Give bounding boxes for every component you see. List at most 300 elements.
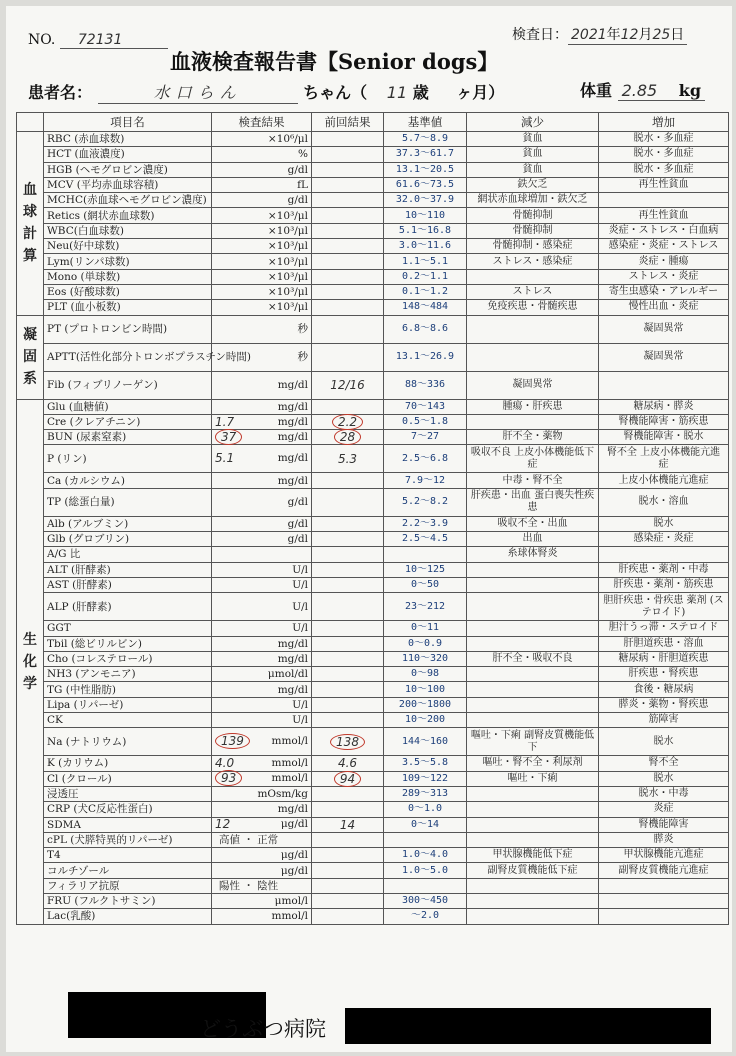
reference-range: 0.2〜1.1: [384, 269, 467, 284]
previous-result: [312, 909, 384, 924]
age-month-suffix: ヶ月）: [456, 83, 505, 102]
unit-label: μg/dl: [280, 864, 308, 877]
reference-range: 88〜336: [384, 371, 467, 399]
table-row: [17, 802, 729, 817]
table-row: [17, 132, 729, 147]
decrease-cause: [467, 621, 599, 636]
unit-label: μmol/dl: [267, 668, 308, 681]
report-number: [28, 32, 168, 49]
weight-unit: kg: [678, 81, 702, 100]
previous-result: [312, 162, 384, 177]
item-name: PLT (血小板数): [44, 300, 212, 315]
item-name: MCHC(赤血球ヘモグロビン濃度): [44, 193, 212, 208]
reference-range: 144〜160: [384, 728, 467, 756]
result-cell: [212, 488, 312, 516]
table-row: [17, 667, 729, 682]
reference-range: 0〜98: [384, 667, 467, 682]
decrease-cause: [467, 343, 599, 371]
table-row: [17, 315, 729, 343]
reference-range: 0〜0.9: [384, 636, 467, 651]
result-cell: [212, 284, 312, 299]
reference-range: 13.1〜26.9: [384, 343, 467, 371]
table-row: [17, 162, 729, 177]
unit-label: mmol/l: [271, 772, 308, 785]
increase-cause: 肝胆道疾患・溶血: [599, 636, 729, 651]
day-suffix: 日: [670, 27, 685, 43]
reference-range: 6.8〜8.6: [384, 315, 467, 343]
increase-cause: 腎不全 上皮小体機能亢進症: [599, 445, 729, 473]
previous-result: [312, 399, 384, 414]
unit-label: 秒: [297, 323, 308, 336]
weight-label: 体重: [580, 81, 613, 100]
increase-cause: 脱水・多血症: [599, 132, 729, 147]
table-row: [17, 651, 729, 666]
previous-value: 2.2: [332, 414, 363, 430]
increase-cause: 膵炎: [599, 832, 729, 847]
decrease-cause: [467, 697, 599, 712]
table-row: [17, 771, 729, 786]
increase-cause: 膵炎・薬物・腎疾患: [599, 697, 729, 712]
table-row: [17, 254, 729, 269]
col-header: 基準値: [384, 113, 467, 132]
table-row: [17, 893, 729, 908]
item-name: BUN (尿素窒素): [44, 430, 212, 445]
previous-value: 14: [339, 817, 356, 832]
item-name: Neu(好中球数): [44, 239, 212, 254]
result-cell: [212, 562, 312, 577]
previous-result: [312, 593, 384, 621]
table-row: [17, 177, 729, 192]
reference-range: 13.1〜20.5: [384, 162, 467, 177]
decrease-cause: 副腎皮質機能低下症: [467, 863, 599, 878]
result-cell: [212, 697, 312, 712]
item-name: WBC(白血球数): [44, 223, 212, 238]
table-row: [17, 414, 729, 429]
redaction-block: [345, 1008, 711, 1044]
previous-result: [312, 667, 384, 682]
exam-date-day: 25: [652, 27, 671, 43]
item-name: SDMA: [44, 817, 212, 832]
reference-range: [384, 547, 467, 562]
item-name: フィラリア抗原: [44, 878, 212, 893]
result-cell: [212, 445, 312, 473]
result-cell: [212, 208, 312, 223]
age-years: 11: [386, 83, 408, 102]
unit-label: g/dl: [287, 496, 308, 509]
result-cell: [212, 239, 312, 254]
reference-range: 0〜1.0: [384, 802, 467, 817]
increase-cause: 甲状腺機能亢進症: [599, 848, 729, 863]
increase-cause: 慢性出血・炎症: [599, 300, 729, 315]
increase-cause: 糖尿病・肝胆道疾患: [599, 651, 729, 666]
result-value: 12: [215, 817, 231, 832]
item-name: Lac(乳酸): [44, 909, 212, 924]
result-cell: [212, 909, 312, 924]
increase-cause: 寄生虫感染・アレルギー: [599, 284, 729, 299]
item-name: Cre (クレアチニン): [44, 414, 212, 429]
item-name: K (カリウム): [44, 756, 212, 771]
item-name: AST (肝酵素): [44, 577, 212, 592]
reference-range: 23〜212: [384, 593, 467, 621]
item-name: MCV (平均赤血球容積): [44, 177, 212, 192]
decrease-cause: ストレス・感染症: [467, 254, 599, 269]
result-cell: [212, 848, 312, 863]
decrease-cause: 免疫疾患・骨髄疾患: [467, 300, 599, 315]
reference-range: 2.5〜6.8: [384, 445, 467, 473]
previous-value: 4.6: [337, 756, 358, 771]
result-value: 4.0: [215, 755, 235, 770]
reference-range: 0.5〜1.8: [384, 414, 467, 429]
previous-result: [312, 893, 384, 908]
previous-result: [312, 208, 384, 223]
category-header: [17, 113, 44, 132]
unit-label: mg/dl: [277, 430, 308, 443]
reference-range: 2.2〜3.9: [384, 516, 467, 531]
decrease-cause: 凝固異常: [467, 371, 599, 399]
previous-result: [312, 147, 384, 162]
decrease-cause: 骨髄抑制: [467, 208, 599, 223]
item-name: APTT(活性化部分トロンボプラスチン時間): [44, 343, 212, 371]
item-name: HGB (ヘモグロビン濃度): [44, 162, 212, 177]
increase-cause: 凝固異常: [599, 315, 729, 343]
exam-date-month: 12: [620, 27, 639, 43]
previous-result: [312, 697, 384, 712]
previous-result: [312, 132, 384, 147]
item-name: Cho (コレステロール): [44, 651, 212, 666]
decrease-cause: 糸球体腎炎: [467, 547, 599, 562]
result-cell: [212, 371, 312, 399]
unit-label: mg/dl: [277, 683, 308, 696]
decrease-cause: [467, 909, 599, 924]
exam-date: [512, 24, 687, 45]
previous-result: [312, 547, 384, 562]
increase-cause: 脱水: [599, 728, 729, 756]
increase-cause: 腎機能障害・脱水: [599, 430, 729, 445]
item-name: NH3 (アンモニア): [44, 667, 212, 682]
table-row: [17, 208, 729, 223]
increase-cause: 副腎皮質機能亢進症: [599, 863, 729, 878]
col-header: 減少: [467, 113, 599, 132]
report-number-label: NO.: [28, 32, 56, 48]
table-row: [17, 562, 729, 577]
result-cell: [212, 682, 312, 697]
decrease-cause: [467, 593, 599, 621]
increase-cause: 炎症・腫瘍: [599, 254, 729, 269]
previous-value: 28: [334, 429, 361, 445]
unit-label: g/dl: [287, 194, 308, 207]
reference-range: 5.2〜8.2: [384, 488, 467, 516]
item-name: FRU (フルクトサミン): [44, 893, 212, 908]
result-cell: [212, 863, 312, 878]
result-cell: [212, 728, 312, 756]
item-name: Na (ナトリウム): [44, 728, 212, 756]
increase-cause: 腎不全: [599, 756, 729, 771]
previous-value: 138: [330, 734, 365, 750]
previous-result: [312, 577, 384, 592]
decrease-cause: 骨髄抑制: [467, 223, 599, 238]
previous-result: [312, 177, 384, 192]
reference-range: 1.0〜4.0: [384, 848, 467, 863]
category-label: 生化学: [17, 399, 44, 924]
unit-label: μmol/l: [274, 895, 308, 908]
reference-range: 5.7〜8.9: [384, 132, 467, 147]
category-label: 凝固系: [17, 315, 44, 399]
item-name: T4: [44, 848, 212, 863]
weight-value: 2.85: [621, 81, 658, 100]
increase-cause: 腎機能障害・筋疾患: [599, 414, 729, 429]
reference-range: 32.0〜37.9: [384, 193, 467, 208]
item-name: CRP (犬C反応性蛋白): [44, 802, 212, 817]
decrease-cause: [467, 414, 599, 429]
table-row: [17, 343, 729, 371]
increase-cause: 感染症・炎症・ストレス: [599, 239, 729, 254]
table-row: [17, 817, 729, 832]
report-title: 血液検査報告書【Senior dogs】: [170, 49, 499, 74]
decrease-cause: 骨髄抑制・感染症: [467, 239, 599, 254]
table-row: [17, 430, 729, 445]
increase-cause: [599, 193, 729, 208]
table-row: [17, 577, 729, 592]
increase-cause: 炎症・ストレス・白血病: [599, 223, 729, 238]
previous-value: 94: [334, 771, 361, 787]
increase-cause: 筋障害: [599, 713, 729, 728]
unit-label: mg/dl: [277, 400, 308, 413]
reference-range: 5.1〜16.8: [384, 223, 467, 238]
decrease-cause: [467, 878, 599, 893]
increase-cause: 脱水・多血症: [599, 162, 729, 177]
result-value: 37: [215, 429, 242, 445]
patient-label: 患者名：: [28, 83, 93, 102]
unit-label: mOsm/kg: [257, 788, 308, 801]
reference-range: 1.0〜5.0: [384, 863, 467, 878]
patient-line: [28, 80, 504, 104]
reference-range: 2.5〜4.5: [384, 532, 467, 547]
increase-cause: 脱水・多血症: [599, 147, 729, 162]
table-row: [17, 848, 729, 863]
increase-cause: 食後・糖尿病: [599, 682, 729, 697]
result-cell: [212, 802, 312, 817]
previous-result: [312, 562, 384, 577]
decrease-cause: 鉄欠乏: [467, 177, 599, 192]
table-row: [17, 193, 729, 208]
decrease-cause: [467, 786, 599, 801]
col-header: 増加: [599, 113, 729, 132]
result-cell: [212, 147, 312, 162]
previous-result: [312, 756, 384, 771]
decrease-cause: [467, 832, 599, 847]
result-cell: [212, 547, 312, 562]
decrease-cause: [467, 893, 599, 908]
age-suffix: 歳: [412, 83, 429, 102]
result-cell: [212, 577, 312, 592]
month-suffix: 月: [638, 27, 653, 43]
clinic-name: どうぶつ病院: [200, 1017, 326, 1041]
unit-label: %: [298, 148, 308, 161]
increase-cause: 糖尿病・膵炎: [599, 399, 729, 414]
decrease-cause: [467, 269, 599, 284]
results-table: [16, 112, 729, 925]
table-row: [17, 728, 729, 756]
increase-cause: 上皮小体機能亢進症: [599, 473, 729, 488]
result-cell: [212, 399, 312, 414]
table-row: [17, 832, 729, 847]
reference-range: 148〜484: [384, 300, 467, 315]
increase-cause: 肝疾患・腎疾患: [599, 667, 729, 682]
increase-cause: 腎機能障害: [599, 817, 729, 832]
decrease-cause: 吸収不良 上皮小体機能低下症: [467, 445, 599, 473]
increase-cause: 脱水・中毒: [599, 786, 729, 801]
previous-result: [312, 651, 384, 666]
decrease-cause: 肝不全・吸収不良: [467, 651, 599, 666]
year-suffix: 年: [606, 27, 621, 43]
report-number-value: 72131: [60, 32, 168, 49]
decrease-cause: [467, 682, 599, 697]
item-name: 浸透圧: [44, 786, 212, 801]
result-cell: [212, 621, 312, 636]
item-name: コルチゾール: [44, 863, 212, 878]
item-name: ALP (肝酵素): [44, 593, 212, 621]
table-row: [17, 532, 729, 547]
increase-cause: 再生性貧血: [599, 177, 729, 192]
result-cell: [212, 516, 312, 531]
decrease-cause: [467, 802, 599, 817]
result-cell: [212, 893, 312, 908]
item-name: GGT: [44, 621, 212, 636]
decrease-cause: ストレス: [467, 284, 599, 299]
item-name: Cl (クロール): [44, 771, 212, 786]
decrease-cause: [467, 636, 599, 651]
reference-range: 37.3〜61.7: [384, 147, 467, 162]
item-name: TG (中性脂肪): [44, 682, 212, 697]
unit-label: ×10³/μl: [267, 286, 308, 299]
item-name: Lym(リンパ球数): [44, 254, 212, 269]
previous-result: [312, 636, 384, 651]
increase-cause: 肝疾患・薬剤・中毒: [599, 562, 729, 577]
unit-label: mg/dl: [277, 652, 308, 665]
table-row: [17, 371, 729, 399]
result-cell: [212, 832, 312, 847]
unit-label: mmol/l: [271, 910, 308, 923]
item-name: PT (プロトロンビン時間): [44, 315, 212, 343]
previous-result: [312, 254, 384, 269]
increase-cause: 胆肝疾患・骨疾患 薬剤 (ステロイド): [599, 593, 729, 621]
decrease-cause: [467, 562, 599, 577]
decrease-cause: [467, 577, 599, 592]
previous-result: [312, 284, 384, 299]
result-cell: [212, 254, 312, 269]
previous-result: [312, 516, 384, 531]
reference-range: 1.1〜5.1: [384, 254, 467, 269]
unit-label: g/dl: [287, 517, 308, 530]
reference-range: 109〜122: [384, 771, 467, 786]
table-row: [17, 547, 729, 562]
previous-result: [312, 343, 384, 371]
item-name: A/G 比: [44, 547, 212, 562]
col-header: 項目名: [44, 113, 212, 132]
result-cell: [212, 193, 312, 208]
unit-label: μg/dl: [280, 818, 308, 831]
previous-result: [312, 239, 384, 254]
item-name: Lipa (リパーゼ): [44, 697, 212, 712]
reference-range: 10〜125: [384, 562, 467, 577]
exam-date-label: 検査日：: [512, 27, 568, 43]
increase-cause: ストレス・炎症: [599, 269, 729, 284]
decrease-cause: 貧血: [467, 132, 599, 147]
unit-label: U/l: [292, 579, 308, 592]
previous-result: [312, 621, 384, 636]
previous-result: [312, 728, 384, 756]
item-name: Tbil (総ビリルビン): [44, 636, 212, 651]
table-row: [17, 239, 729, 254]
previous-result: [312, 488, 384, 516]
patient-name: 水口らん: [98, 80, 298, 104]
unit-label: g/dl: [287, 163, 308, 176]
reference-range: [384, 832, 467, 847]
unit-label: ×10³/μl: [267, 224, 308, 237]
unit-label: U/l: [292, 622, 308, 635]
reference-range: 3.5〜5.8: [384, 756, 467, 771]
previous-result: [312, 863, 384, 878]
reference-range: 0〜14: [384, 817, 467, 832]
table-row: [17, 284, 729, 299]
increase-cause: 感染症・炎症: [599, 532, 729, 547]
reference-range: 0〜11: [384, 621, 467, 636]
item-name: Ca (カルシウム): [44, 473, 212, 488]
decrease-cause: [467, 315, 599, 343]
table-row: [17, 445, 729, 473]
decrease-cause: 網状赤血球増加・鉄欠乏: [467, 193, 599, 208]
increase-cause: 再生性貧血: [599, 208, 729, 223]
decrease-cause: 嘔吐・下痢: [467, 771, 599, 786]
result-value: 93: [215, 770, 242, 786]
decrease-cause: 出血: [467, 532, 599, 547]
item-name: Alb (アルブミン): [44, 516, 212, 531]
result-cell: [212, 223, 312, 238]
table-row: [17, 300, 729, 315]
result-cell: [212, 593, 312, 621]
previous-result: [312, 832, 384, 847]
reference-range: 0〜50: [384, 577, 467, 592]
unit-label: g/dl: [287, 533, 308, 546]
result-cell: [212, 667, 312, 682]
table-row: [17, 636, 729, 651]
item-name: ALT (肝酵素): [44, 562, 212, 577]
decrease-cause: [467, 817, 599, 832]
table-row: [17, 621, 729, 636]
decrease-cause: [467, 713, 599, 728]
unit-label: fL: [297, 179, 308, 192]
table-row: [17, 863, 729, 878]
result-cell: [212, 817, 312, 832]
increase-cause: [599, 909, 729, 924]
table-row: [17, 756, 729, 771]
chan-label: ちゃん（: [303, 83, 368, 102]
increase-cause: [599, 547, 729, 562]
table-row: [17, 223, 729, 238]
unit-label: ×10³/μl: [267, 240, 308, 253]
result-value: 139: [215, 733, 250, 749]
unit-label: ×10³/μl: [267, 301, 308, 314]
increase-cause: [599, 878, 729, 893]
decrease-cause: 腫瘍・肝疾患: [467, 399, 599, 414]
decrease-cause: 吸収不全・出血: [467, 516, 599, 531]
result-cell: [212, 430, 312, 445]
reference-range: 3.0〜11.6: [384, 239, 467, 254]
table-row: [17, 147, 729, 162]
increase-cause: 脱水: [599, 516, 729, 531]
reference-range: 10〜110: [384, 208, 467, 223]
result-cell: [212, 414, 312, 429]
